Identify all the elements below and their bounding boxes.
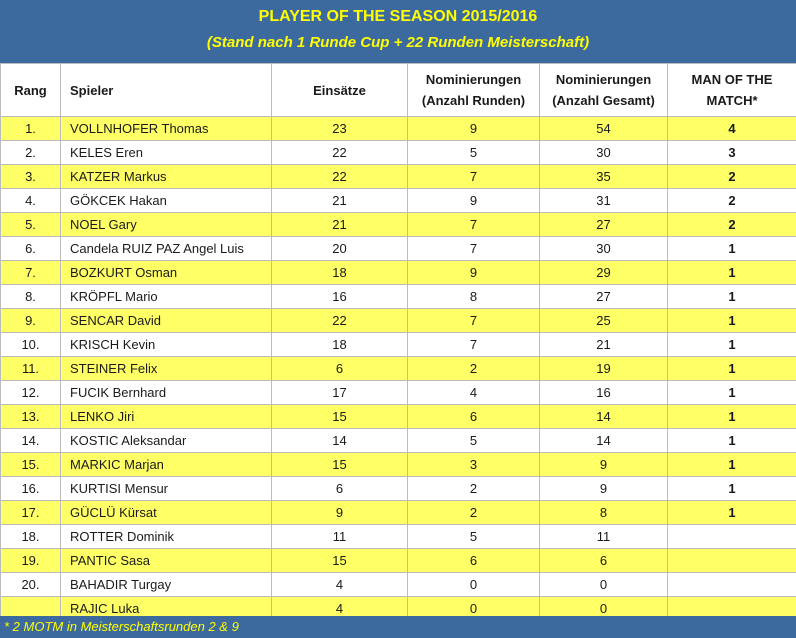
page-title: PLAYER OF THE SEASON 2015/2016 <box>258 8 538 25</box>
rank-cell[interactable]: 20. <box>1 573 61 597</box>
table-row <box>1 237 796 261</box>
nominations-total-cell[interactable]: 16 <box>540 381 668 405</box>
nominations-total-cell[interactable]: 11 <box>540 525 668 549</box>
table-row <box>1 333 796 357</box>
nominations-total-cell[interactable]: 6 <box>540 549 668 573</box>
motm-cell[interactable]: 1 <box>668 237 796 261</box>
table-row <box>1 429 796 453</box>
table-row <box>1 477 796 501</box>
appearances-cell[interactable]: 23 <box>272 117 408 141</box>
rank-cell[interactable]: 16. <box>1 477 61 501</box>
motm-cell[interactable]: 1 <box>668 453 796 477</box>
player-name-cell[interactable]: KELES Eren <box>61 141 272 165</box>
nominations-total-cell[interactable]: 9 <box>540 477 668 501</box>
appearances-cell[interactable]: 18 <box>272 261 408 285</box>
table-row <box>1 285 796 309</box>
appearances-cell[interactable]: 22 <box>272 165 408 189</box>
appearances-cell[interactable]: 21 <box>272 189 408 213</box>
appearances-cell[interactable]: 15 <box>272 405 408 429</box>
motm-cell[interactable] <box>668 573 796 597</box>
header-row <box>1 64 796 117</box>
rank-cell[interactable]: 19. <box>1 549 61 573</box>
nominations-rounds-cell[interactable]: 5 <box>408 141 540 165</box>
nominations-rounds-cell[interactable]: 6 <box>408 405 540 429</box>
nominations-rounds-cell[interactable]: 2 <box>408 501 540 525</box>
player-name-cell[interactable]: PANTIC Sasa <box>61 549 272 573</box>
player-name-cell[interactable]: SENCAR David <box>61 309 272 333</box>
nominations-rounds-cell[interactable]: 0 <box>408 597 540 621</box>
appearances-cell[interactable]: 17 <box>272 381 408 405</box>
motm-cell[interactable]: 1 <box>668 477 796 501</box>
motm-cell[interactable]: 2 <box>668 165 796 189</box>
header-nominations-total-line2: (Anzahl Gesamt) <box>552 93 655 108</box>
rank-cell[interactable]: 13. <box>1 405 61 429</box>
nominations-rounds-cell[interactable]: 5 <box>408 525 540 549</box>
motm-cell[interactable]: 2 <box>668 213 796 237</box>
appearances-cell[interactable]: 9 <box>272 501 408 525</box>
appearances-cell[interactable]: 21 <box>272 213 408 237</box>
rank-cell[interactable]: 7. <box>1 261 61 285</box>
player-name-cell[interactable]: STEINER Felix <box>61 357 272 381</box>
player-name-cell[interactable]: GÜCLÜ Kürsat <box>61 501 272 525</box>
nominations-rounds-cell[interactable]: 9 <box>408 117 540 141</box>
player-name-cell[interactable]: MARKIC Marjan <box>61 453 272 477</box>
nominations-total-cell[interactable]: 14 <box>540 405 668 429</box>
rank-cell[interactable]: 4. <box>1 189 61 213</box>
motm-cell[interactable] <box>668 525 796 549</box>
table-row <box>1 189 796 213</box>
nominations-total-cell[interactable]: 29 <box>540 261 668 285</box>
header-rank[interactable]: Rang <box>1 64 61 117</box>
nominations-total-cell[interactable]: 19 <box>540 357 668 381</box>
player-name-cell[interactable]: KRISCH Kevin <box>61 333 272 357</box>
table-row <box>1 501 796 525</box>
player-name-cell[interactable]: LENKO Jiri <box>61 405 272 429</box>
rank-cell[interactable]: 9. <box>1 309 61 333</box>
table-row <box>1 213 796 237</box>
player-name-cell[interactable]: RAJIC Luka <box>61 597 272 621</box>
motm-cell[interactable] <box>668 549 796 573</box>
nominations-total-cell[interactable]: 27 <box>540 285 668 309</box>
header-nominations-total-line1: Nominierungen <box>555 72 652 87</box>
player-name-cell[interactable]: BAHADIR Turgay <box>61 573 272 597</box>
appearances-cell[interactable]: 22 <box>272 141 408 165</box>
ranking-table <box>0 63 796 621</box>
nominations-total-cell[interactable]: 30 <box>540 141 668 165</box>
nominations-total-cell[interactable]: 25 <box>540 309 668 333</box>
header-nominations-total[interactable] <box>540 64 668 117</box>
title-band <box>0 0 796 63</box>
player-name-cell[interactable]: NOEL Gary <box>61 213 272 237</box>
nominations-total-cell[interactable]: 0 <box>540 573 668 597</box>
rank-cell[interactable]: 5. <box>1 213 61 237</box>
nominations-rounds-cell[interactable]: 7 <box>408 213 540 237</box>
nominations-rounds-cell[interactable]: 7 <box>408 309 540 333</box>
player-name-cell[interactable]: GÖKCEK Hakan <box>61 189 272 213</box>
table-row <box>1 357 796 381</box>
nominations-rounds-cell[interactable]: 0 <box>408 573 540 597</box>
table-body <box>1 117 796 621</box>
nominations-rounds-cell[interactable]: 2 <box>408 477 540 501</box>
player-name-cell[interactable]: BOZKURT Osman <box>61 261 272 285</box>
nominations-rounds-cell[interactable]: 6 <box>408 549 540 573</box>
player-name-cell[interactable]: ROTTER Dominik <box>61 525 272 549</box>
player-name-cell[interactable]: KOSTIC Aleksandar <box>61 429 272 453</box>
nominations-rounds-cell[interactable]: 2 <box>408 357 540 381</box>
rank-cell[interactable]: 1. <box>1 117 61 141</box>
rank-cell[interactable]: 11. <box>1 357 61 381</box>
motm-cell[interactable]: 1 <box>668 261 796 285</box>
rank-cell[interactable]: 17. <box>1 501 61 525</box>
table-row <box>1 405 796 429</box>
appearances-cell[interactable]: 20 <box>272 237 408 261</box>
rank-cell[interactable]: 14. <box>1 429 61 453</box>
player-name-cell[interactable]: KATZER Markus <box>61 165 272 189</box>
page-subtitle: (Stand nach 1 Runde Cup + 22 Runden Meisterschaft) <box>206 34 590 51</box>
table-row <box>1 525 796 549</box>
nominations-rounds-cell[interactable]: 9 <box>408 261 540 285</box>
table-row <box>1 117 796 141</box>
appearances-cell[interactable]: 6 <box>272 357 408 381</box>
table-row <box>1 165 796 189</box>
motm-cell[interactable]: 1 <box>668 357 796 381</box>
motm-cell[interactable]: 3 <box>668 141 796 165</box>
motm-cell[interactable]: 1 <box>668 381 796 405</box>
rank-cell[interactable]: 18. <box>1 525 61 549</box>
appearances-cell[interactable]: 4 <box>272 597 408 621</box>
table-row <box>1 381 796 405</box>
header-appearances[interactable]: Einsätze <box>272 64 408 117</box>
nominations-rounds-cell[interactable]: 7 <box>408 237 540 261</box>
appearances-cell[interactable]: 22 <box>272 309 408 333</box>
appearances-cell[interactable]: 15 <box>272 453 408 477</box>
rank-cell[interactable]: 8. <box>1 285 61 309</box>
nominations-total-cell[interactable]: 31 <box>540 189 668 213</box>
nominations-rounds-cell[interactable]: 9 <box>408 189 540 213</box>
motm-cell[interactable]: 1 <box>668 501 796 525</box>
nominations-total-cell[interactable]: 27 <box>540 213 668 237</box>
rank-cell[interactable]: 6. <box>1 237 61 261</box>
nominations-rounds-cell[interactable]: 8 <box>408 285 540 309</box>
player-name-cell[interactable]: KRÖPFL Mario <box>61 285 272 309</box>
nominations-total-cell[interactable]: 14 <box>540 429 668 453</box>
rank-cell[interactable]: 3. <box>1 165 61 189</box>
nominations-rounds-cell[interactable]: 7 <box>408 333 540 357</box>
table-row <box>1 141 796 165</box>
nominations-total-cell[interactable]: 9 <box>540 453 668 477</box>
motm-cell[interactable]: 1 <box>668 429 796 453</box>
header-nominations-rounds[interactable] <box>408 64 540 117</box>
header-motm-line2: MATCH* <box>706 93 758 108</box>
rank-cell[interactable]: 15. <box>1 453 61 477</box>
motm-cell[interactable]: 4 <box>668 117 796 141</box>
player-name-cell[interactable]: FUCIK Bernhard <box>61 381 272 405</box>
appearances-cell[interactable]: 15 <box>272 549 408 573</box>
nominations-total-cell[interactable]: 8 <box>540 501 668 525</box>
appearances-cell[interactable]: 14 <box>272 429 408 453</box>
header-nominations-rounds-line2: (Anzahl Runden) <box>421 93 526 108</box>
motm-cell[interactable]: 2 <box>668 189 796 213</box>
footnote: * 2 MOTM in Meisterschaftsrunden 2 & 9 <box>4 619 239 634</box>
table-row <box>1 309 796 333</box>
nominations-rounds-cell[interactable]: 7 <box>408 165 540 189</box>
appearances-cell[interactable]: 11 <box>272 525 408 549</box>
rank-cell[interactable]: 10. <box>1 333 61 357</box>
rank-cell[interactable]: 2. <box>1 141 61 165</box>
nominations-total-cell[interactable]: 54 <box>540 117 668 141</box>
motm-cell[interactable]: 1 <box>668 309 796 333</box>
nominations-total-cell[interactable]: 35 <box>540 165 668 189</box>
motm-cell[interactable]: 1 <box>668 333 796 357</box>
appearances-cell[interactable]: 4 <box>272 573 408 597</box>
nominations-total-cell[interactable]: 21 <box>540 333 668 357</box>
nominations-total-cell[interactable]: 30 <box>540 237 668 261</box>
nominations-total-cell[interactable]: 0 <box>540 597 668 621</box>
motm-cell[interactable]: 1 <box>668 285 796 309</box>
header-nominations-rounds-line1: Nominierungen <box>425 72 522 87</box>
table-row <box>1 573 796 597</box>
table-row <box>1 453 796 477</box>
table-row <box>1 261 796 285</box>
appearances-cell[interactable]: 18 <box>272 333 408 357</box>
player-name-cell[interactable]: Candela RUIZ PAZ Angel Luis <box>61 237 272 261</box>
header-motm-line1: MAN OF THE <box>691 72 773 87</box>
footer-band <box>0 616 796 638</box>
appearances-cell[interactable]: 16 <box>272 285 408 309</box>
nominations-rounds-cell[interactable]: 5 <box>408 429 540 453</box>
nominations-rounds-cell[interactable]: 3 <box>408 453 540 477</box>
motm-cell[interactable]: 1 <box>668 405 796 429</box>
header-motm[interactable] <box>668 64 796 117</box>
table-row <box>1 549 796 573</box>
appearances-cell[interactable]: 6 <box>272 477 408 501</box>
nominations-rounds-cell[interactable]: 4 <box>408 381 540 405</box>
rank-cell[interactable]: 12. <box>1 381 61 405</box>
header-player[interactable]: Spieler <box>61 64 272 117</box>
player-name-cell[interactable]: KURTISI Mensur <box>61 477 272 501</box>
player-name-cell[interactable]: VOLLNHOFER Thomas <box>61 117 272 141</box>
